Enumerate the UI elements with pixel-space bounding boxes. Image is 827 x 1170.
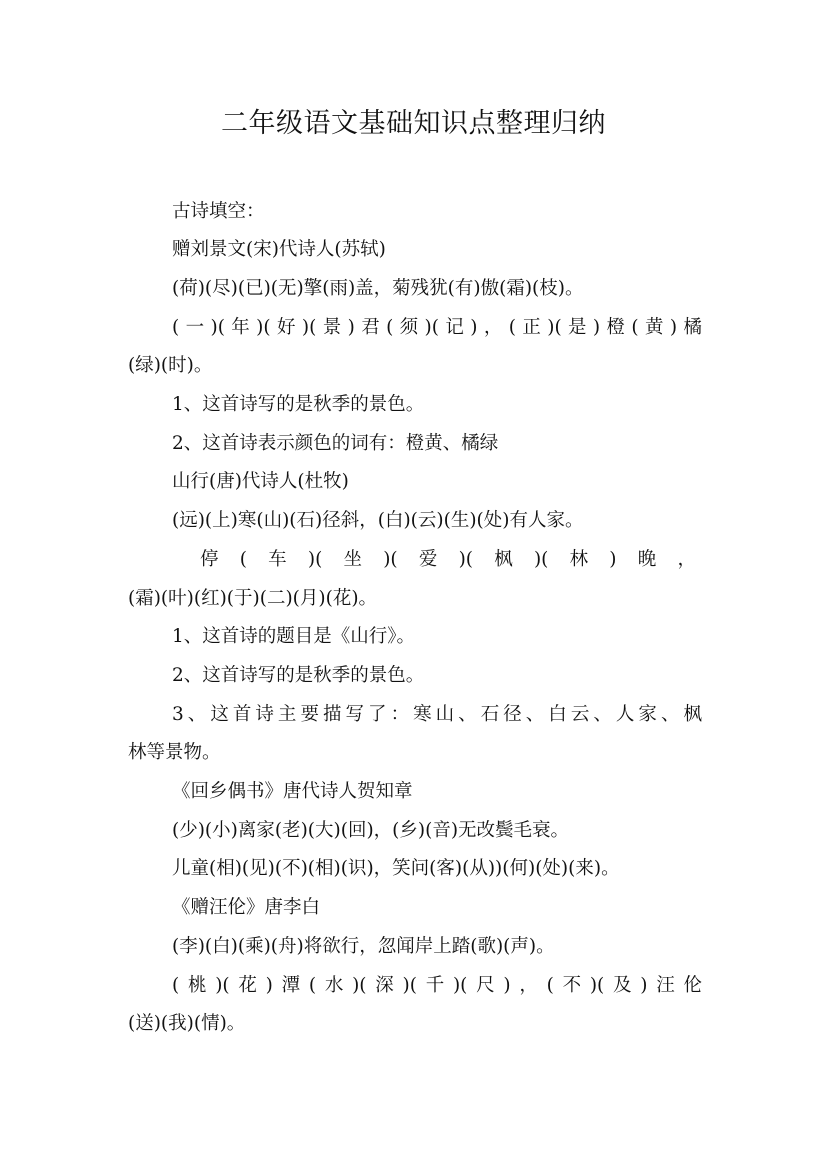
poem-glyph: (	[239, 549, 247, 570]
poem-line: (送)(我)(情)。	[128, 1013, 246, 1034]
note-line: 1、这首诗写的是秋季的景色。	[172, 394, 425, 415]
poem-line: (桃)(花)潭(水)(深)(千)(尺)，(不)(及)汪伦	[172, 975, 702, 996]
note-line: 林等景物。	[128, 742, 221, 763]
poem-glyph: 车	[268, 549, 287, 570]
poem-line: (绿)(时)。	[128, 355, 213, 376]
poem-title: 《赠汪伦》唐李白	[172, 897, 321, 918]
poem-line: (一)(年)(好)(景)君(须)(记)，(正)(是)橙(黄)橘	[172, 317, 702, 338]
poem-glyph: )(	[458, 549, 474, 570]
note-line: 3、这首诗主要描写了：寒山、石径、白云、人家、枫	[172, 704, 702, 725]
note-line: 2、这首诗表示颜色的词有：橙黄、橘绿	[172, 433, 499, 454]
poem-glyph: )(	[533, 549, 549, 570]
poem-line: 儿童(相)(见)(不)(相)(识)，笑问(客)(从))(何)(处)(来)。	[172, 858, 620, 879]
poem-line	[200, 547, 696, 573]
poem-glyph: 爱	[418, 549, 438, 570]
poem-line: (荷)(尽)(已)(无)擎(雨)盖，菊残犹(有)傲(霜)(枝)。	[172, 278, 584, 299]
poem-line: (霜)(叶)(红)(于)(二)(月)(花)。	[128, 588, 378, 609]
poem-glyph: )(	[307, 549, 323, 570]
poem-glyph: )(	[383, 549, 398, 570]
poem-glyph: )	[609, 549, 617, 570]
poem-title: 《回乡偶书》唐代诗人贺知章	[172, 781, 413, 802]
note-line: 2、这首诗写的是秋季的景色。	[172, 665, 425, 686]
section-heading: 古诗填空：	[172, 201, 265, 222]
note-line: 1、这首诗的题目是《山行》。	[172, 626, 416, 647]
poem-glyph: 枫	[494, 549, 513, 570]
poem-line: (远)(上)寒(山)(石)径斜，(白)(云)(生)(处)有人家。	[172, 510, 584, 531]
page-title: 二年级语文基础知识点整理归纳	[221, 108, 606, 139]
poem-title: 山行(唐)代诗人(杜牧)	[172, 471, 349, 492]
poem-glyph: 停	[200, 549, 219, 570]
poem-glyph: 林	[569, 549, 589, 570]
poem-glyph: 坐	[343, 549, 363, 570]
poem-title: 赠刘景文(宋)代诗人(苏轼)	[172, 239, 386, 260]
poem-glyph: ，	[677, 549, 696, 570]
poem-line: (少)(小)离家(老)(大)(回)，(乡)(音)无改鬓毛衰。	[172, 820, 570, 841]
poem-line: (李)(白)(乘)(舟)将欲行，忽闻岸上踏(歌)(声)。	[172, 936, 555, 957]
poem-glyph: 晚	[637, 549, 657, 570]
